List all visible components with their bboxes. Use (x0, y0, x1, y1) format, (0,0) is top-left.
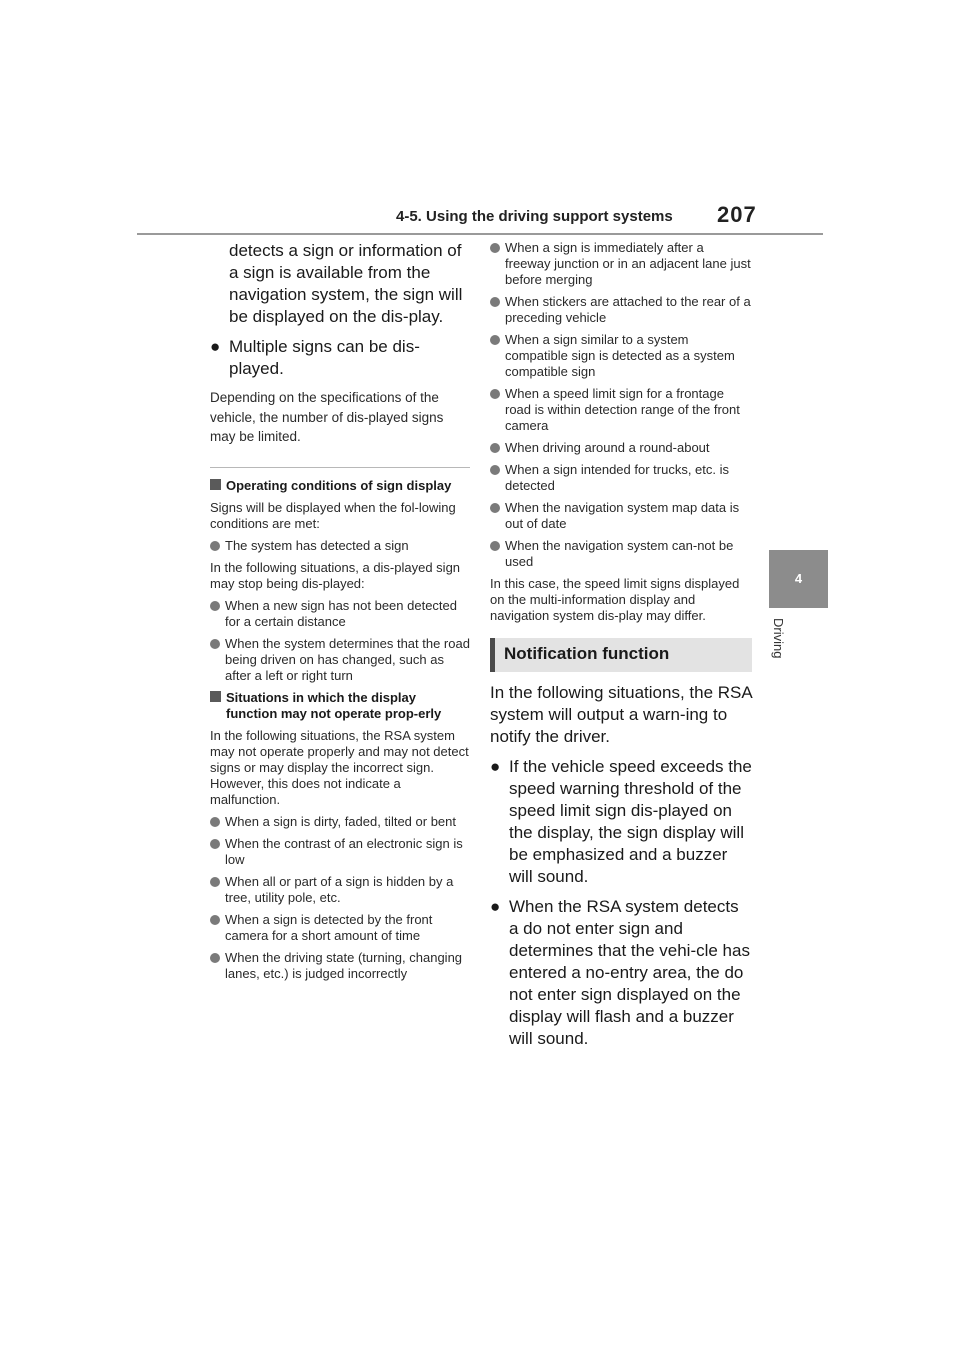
list-item-text: When a speed limit sign for a frontage road is within detection range of the front camera (505, 386, 740, 433)
list-item-text: When the driving state (turning, changing lanes, etc.) is judged incorrectly (225, 949, 463, 981)
list-item-text: When the navigation system can-not be used (505, 538, 734, 569)
list-item (490, 332, 752, 380)
bullet-dot-icon: ● (490, 757, 501, 776)
circle-bullet-icon (490, 465, 500, 475)
list-item-text: When a sign similar to a system compatible sign is detected as a system compatible sign (505, 332, 735, 379)
circle-bullet-icon (210, 839, 220, 849)
list-item (210, 912, 470, 944)
list-item-text: When driving around a round-about (505, 440, 710, 455)
section-divider (210, 467, 470, 468)
list-item (490, 240, 752, 288)
list-item-text: When a sign is dirty, faded, tilted or bent (225, 813, 456, 829)
header-rule (137, 233, 823, 235)
section-heading-bar (490, 638, 495, 672)
subheading-text: Situations in which the display function may not operate prop-erly (226, 689, 442, 721)
big-bullet-item (490, 896, 752, 1050)
paragraph: Signs will be displayed when the fol-lowing conditions are met: (210, 499, 456, 531)
list-item (210, 836, 470, 868)
chapter-tab: 4 (769, 550, 828, 608)
list-item-text: When all or part of a sign is hidden by a tree, utility pole, etc. (225, 873, 454, 905)
circle-bullet-icon (490, 541, 500, 551)
big-bullet-item (490, 756, 752, 888)
big-bullet-text: Multiple signs can be dis-played. (229, 337, 420, 378)
list-item-text: When a sign intended for trucks, etc. is detected (505, 462, 729, 493)
list-item-text: When the navigation system map data is out of date (505, 500, 740, 531)
list-item (490, 294, 752, 326)
list-item (210, 950, 470, 982)
continued-paragraph: detects a sign or information of a sign is available from the navigation system, the sign will be displayed on the dis-play. (229, 241, 463, 326)
list-item-text: When a sign is detected by the front camera for a short amount of time (225, 911, 433, 943)
big-bullet-text: If the vehicle speed exceeds the speed warning threshold of the speed limit sign dis-played on the display, the sign display will be emphasized and a buzzer will sound. (509, 757, 752, 886)
circle-bullet-icon (490, 443, 500, 453)
list-item (210, 598, 470, 630)
list-item (210, 814, 470, 830)
circle-bullet-icon (210, 541, 220, 551)
square-bullet-icon (210, 691, 221, 702)
closing-paragraph: In this case, the speed limit signs displayed on the multi-information display and navigation system dis-play may differ. (490, 576, 740, 623)
list-item (490, 440, 752, 456)
list-item (490, 462, 752, 494)
list-item-text: When a new sign has not been detected for a certain distance (225, 597, 457, 629)
circle-bullet-icon (210, 915, 220, 925)
circle-bullet-icon (210, 601, 220, 611)
circle-bullet-icon (210, 877, 220, 887)
list-item (490, 538, 752, 570)
circle-bullet-icon (210, 639, 220, 649)
list-item (210, 874, 470, 906)
list-item-text: When the contrast of an electronic sign is low (225, 835, 463, 867)
subheading-situations (210, 690, 470, 722)
big-bullet-item (210, 336, 470, 380)
subheading-text: Operating conditions of sign display (226, 477, 452, 493)
circle-bullet-icon (490, 503, 500, 513)
chapter-label-text: Driving (771, 618, 786, 659)
subheading-operating-conditions (210, 478, 470, 494)
circle-bullet-icon (210, 953, 220, 963)
paragraph: In the following situations, a dis-played sign may stop being dis-played: (210, 559, 461, 591)
list-item-text: When a sign is immediately after a freeway junction or in an adjacent lane just before merging (505, 240, 751, 287)
list-item (210, 538, 470, 554)
header-section-title: 4-5. Using the driving support systems (396, 208, 673, 225)
spec-note: Depending on the specifications of the vehicle, the number of dis-played signs may be limited. (210, 390, 444, 444)
big-bullet-text: When the RSA system detects a do not enter sign and determines that the vehi-cle has entered a no-entry area, the do not enter sign displayed on the display will flash and a buzzer will sound. (509, 897, 750, 1048)
right-column (490, 240, 752, 1058)
bullet-dot-icon: ● (490, 897, 501, 916)
circle-bullet-icon (490, 389, 500, 399)
section-heading-box (490, 638, 752, 672)
circle-bullet-icon (490, 297, 500, 307)
page-number: 207 (717, 202, 757, 227)
paragraph: In the following situations, the RSA system may not operate properly and may not detect signs or may display the incorrect sign. However, this does not indicate a malfunction. (210, 727, 469, 807)
list-item-text: When the system determines that the road being driven on has changed, such as after a left or right turn (225, 635, 470, 683)
bullet-dot-icon: ● (210, 337, 221, 356)
section-heading: Notification function (504, 644, 670, 663)
list-item (490, 500, 752, 532)
list-item-text: When stickers are attached to the rear of a preceding vehicle (505, 294, 751, 325)
circle-bullet-icon (490, 335, 500, 345)
section-intro: In the following situations, the RSA system will output a warn-ing to notify the driver. (490, 683, 752, 746)
square-bullet-icon (210, 479, 221, 490)
circle-bullet-icon (490, 243, 500, 253)
circle-bullet-icon (210, 817, 220, 827)
list-item (490, 386, 752, 434)
list-item (210, 636, 470, 684)
chapter-label (770, 618, 786, 678)
list-item-text: The system has detected a sign (225, 537, 409, 553)
left-column (210, 240, 470, 988)
